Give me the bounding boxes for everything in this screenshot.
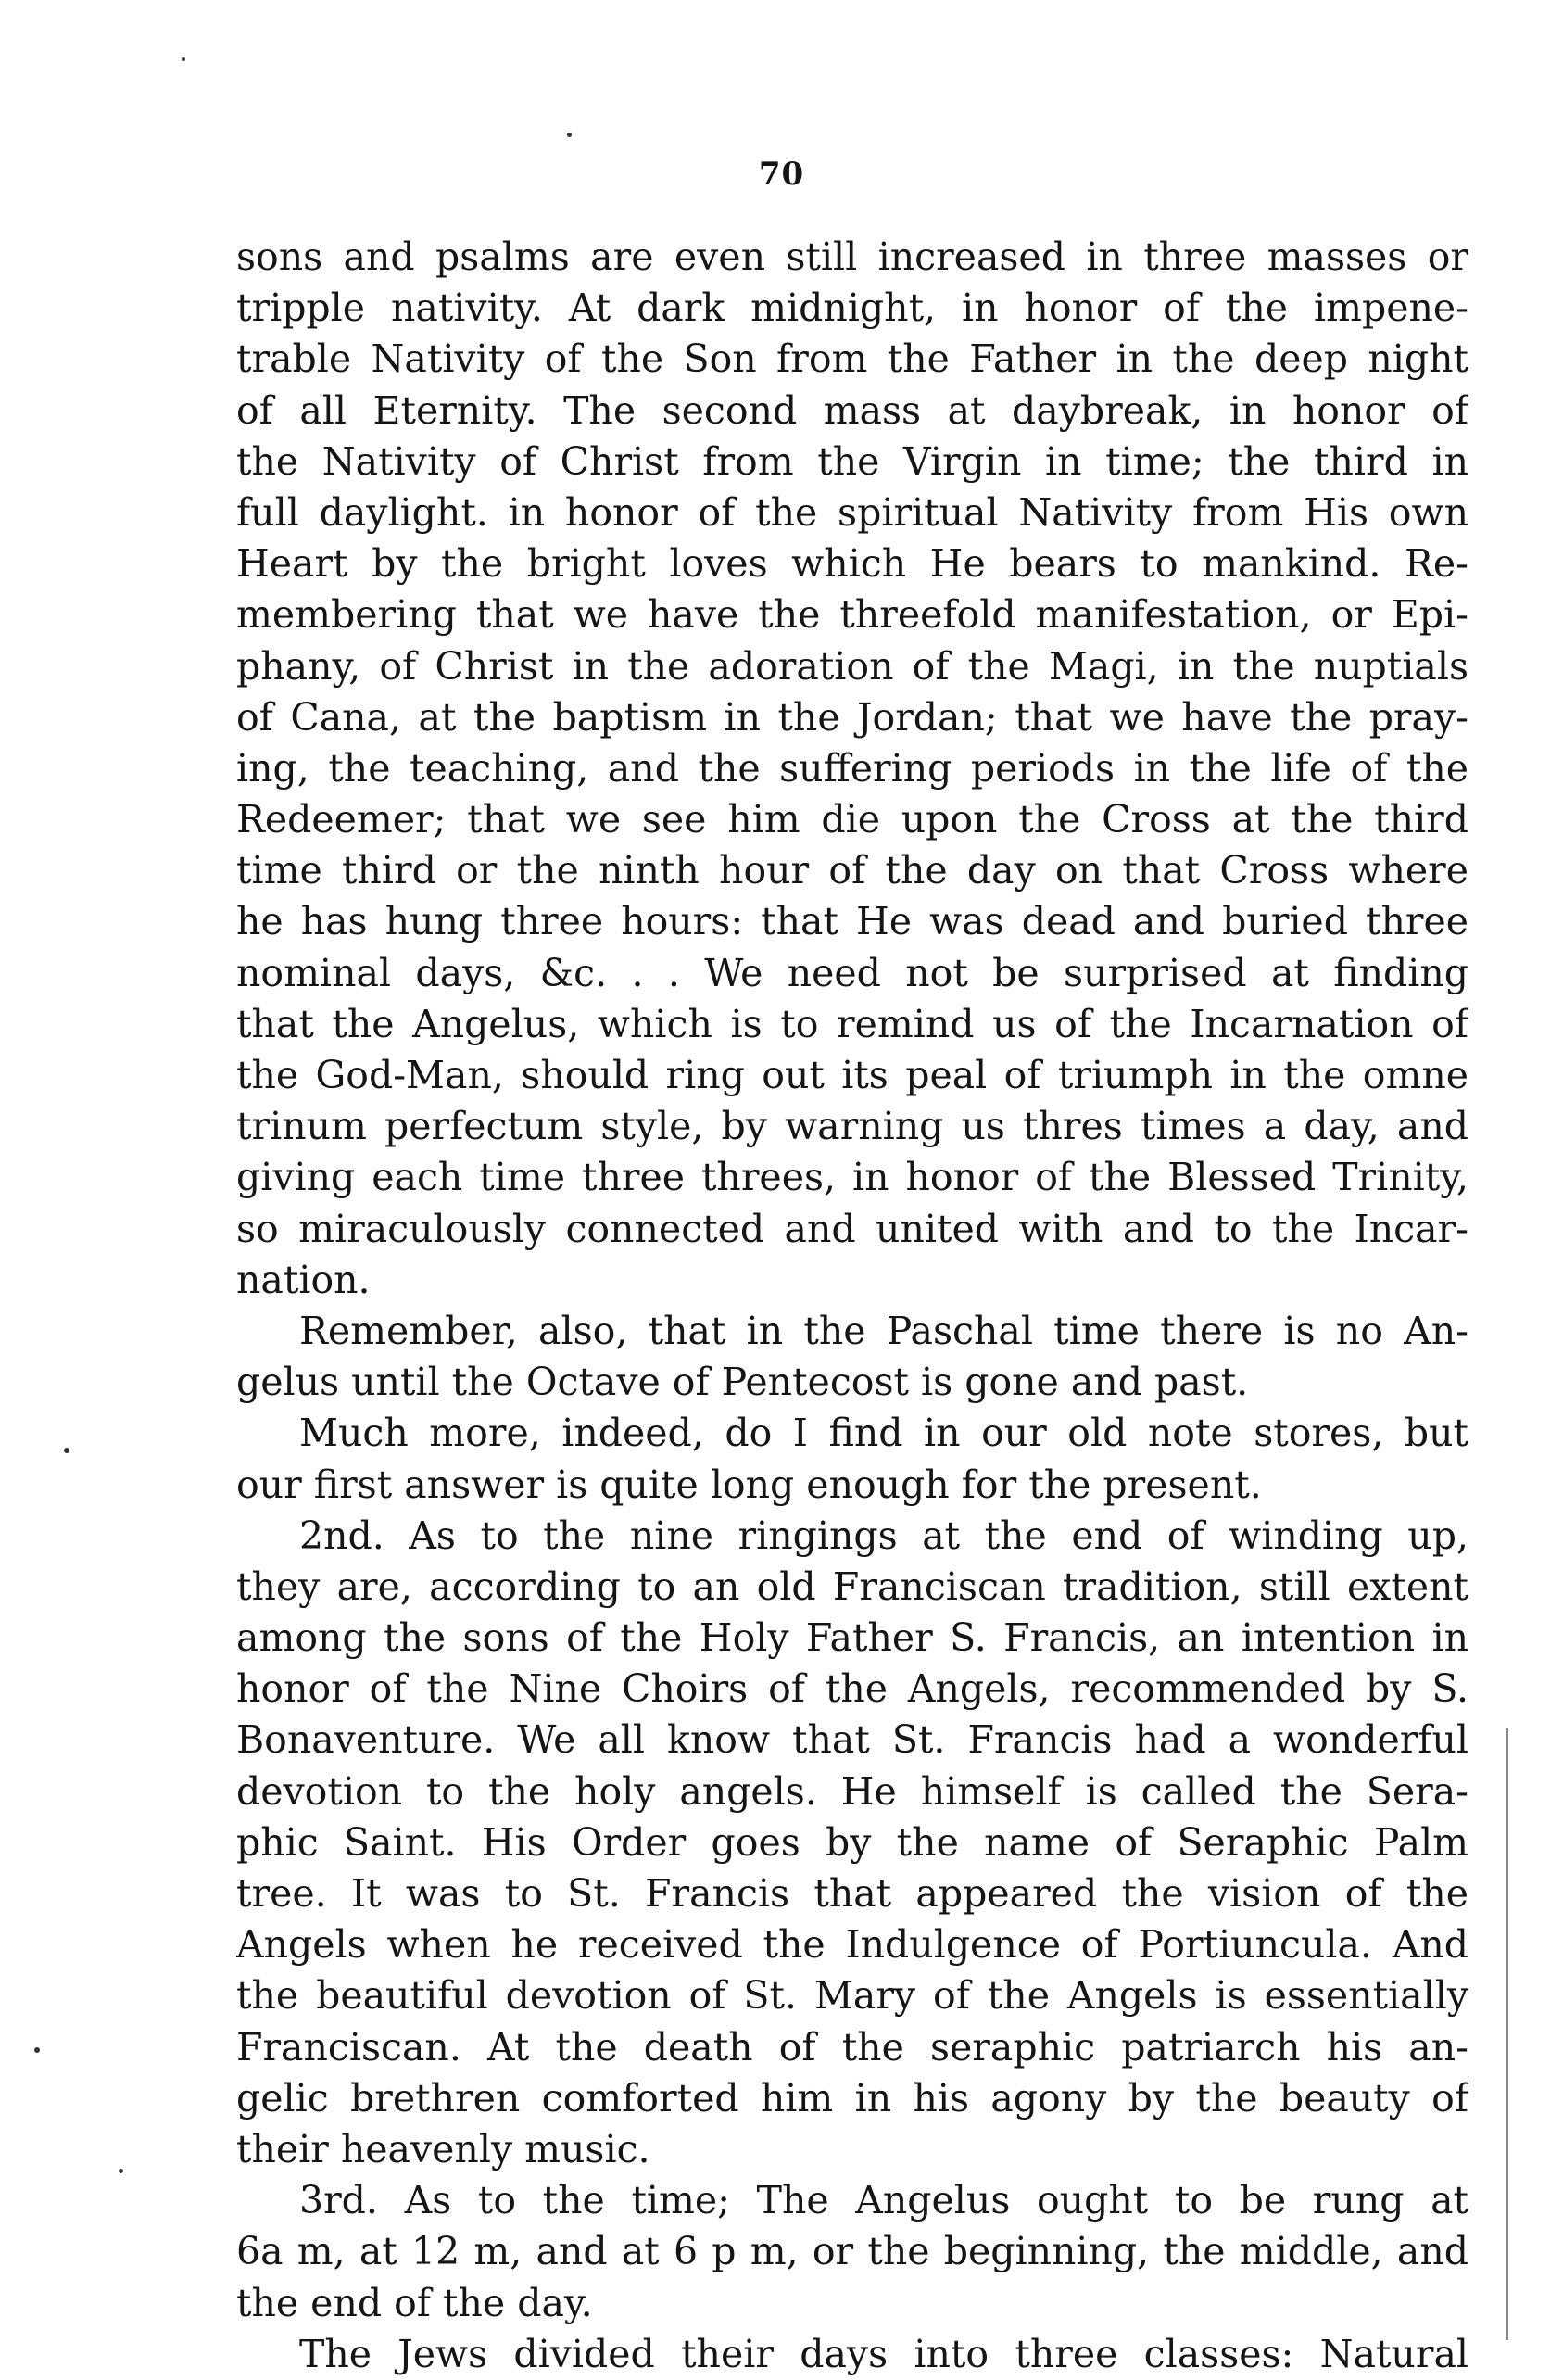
text-line: the end of the day. — [236, 2280, 593, 2325]
text-line: sons and psalms are even still increased in three masses or — [236, 234, 1468, 279]
text-line: Heart by the bright loves which He bears to mankind. Re- — [236, 541, 1468, 587]
text-line: phic Saint. His Order goes by the name of Seraphic Palm — [236, 1819, 1468, 1865]
text-line: the beautiful devotion of St. Mary of the Angels is essentially — [236, 1973, 1468, 2019]
body-text — [236, 232, 1468, 2380]
text-line: devotion to the holy angels. He himself is called the Sera- — [236, 1768, 1468, 1814]
scan-speck — [182, 57, 185, 61]
text-line: he has hung three hours: that He was dead and buried three — [236, 899, 1468, 944]
text-line: trable Nativity of the Son from the Father in the deep night — [236, 336, 1468, 382]
text-line: gelus until the Octave of Pentecost is gone and past. — [236, 1360, 1249, 1405]
text-line: among the sons of the Holy Father S. Francis, an intention in — [236, 1615, 1468, 1661]
text-line: time third or the ninth hour of the day on that Cross where — [236, 848, 1468, 893]
text-line: nation. — [236, 1257, 371, 1302]
text-line: trinum perfectum style, by warning us thres times a day, and — [236, 1104, 1468, 1149]
text-line: Remember, also, that in the Paschal time there is no An- — [299, 1308, 1468, 1353]
text-line: 3rd. As to the time; The Angelus ought to be rung at — [299, 2178, 1468, 2223]
text-line: their heavenly music. — [236, 2126, 650, 2171]
text-line: The Jews divided their days into three classes: Natural — [299, 2331, 1468, 2376]
text-line: Angels when he received the Indulgence of Portiuncula. And — [236, 1922, 1468, 1968]
page-number: 70 — [758, 156, 805, 193]
text-line: Much more, indeed, do I find in our old note stores, but — [299, 1411, 1468, 1456]
text-line: phany, of Christ in the adoration of the Magi, in the nuptials — [236, 643, 1468, 689]
text-line: so miraculously connected and united with and to the Incar- — [236, 1206, 1468, 1251]
text-line: of Cana, at the baptism in the Jordan; that we have the pray- — [236, 694, 1468, 740]
text-line: of all Eternity. The second mass at daybreak, in honor of — [236, 387, 1468, 433]
text-line: tree. It was to St. Francis that appeared the vision of the — [236, 1871, 1468, 1916]
text-line: Redeemer; that we see him die upon the Cross at the third — [236, 797, 1468, 842]
scan-speck — [119, 2169, 123, 2173]
scan-speck — [64, 1448, 69, 1453]
text-line: they are, according to an old Franciscan tradition, still extent — [236, 1563, 1468, 1609]
scan-speck — [567, 133, 572, 137]
text-line: membering that we have the threefold manifestation, or Epi- — [236, 592, 1468, 638]
text-line: the God-Man, should ring out its peal of triumph in the omne — [236, 1053, 1468, 1097]
text-line: 2nd. As to the nine ringings at the end of winding up, — [299, 1513, 1468, 1558]
text-line: giving each time three threes, in honor of the Blessed Trinity, — [236, 1155, 1468, 1200]
text-line: gelic brethren comforted him in his agony by the beauty of — [236, 2075, 1468, 2120]
margin-rule — [1506, 1728, 1508, 2340]
text-line: tripple nativity. At dark midnight, in honor of the impene- — [236, 285, 1468, 331]
text-line: nominal days, &c. . . We need not be surprised at finding — [236, 950, 1468, 995]
text-line: our first answer is quite long enough for the present. — [236, 1462, 1262, 1507]
text-line: honor of the Nine Choirs of the Angels, recommended by S. — [236, 1666, 1468, 1712]
text-line: Bonaventure. We all know that St. Francis had a wonderful — [236, 1717, 1468, 1763]
text-line: the Nativity of Christ from the Virgin in time; the third in — [236, 438, 1468, 484]
text-line: full daylight. in honor of the spiritual Nativity from His own — [236, 489, 1468, 535]
scan-speck — [34, 2047, 40, 2053]
text-line: 6a m, at 12 m, and at 6 p m, or the beginning, the middle, and — [236, 2229, 1468, 2274]
text-line: ing, the teaching, and the suffering periods in the life of the — [236, 745, 1468, 791]
text-line: that the Angelus, which is to remind us of the Incarnation of — [236, 1001, 1468, 1046]
text-line: Franciscan. At the death of the seraphic patriarch his an- — [236, 2024, 1468, 2070]
